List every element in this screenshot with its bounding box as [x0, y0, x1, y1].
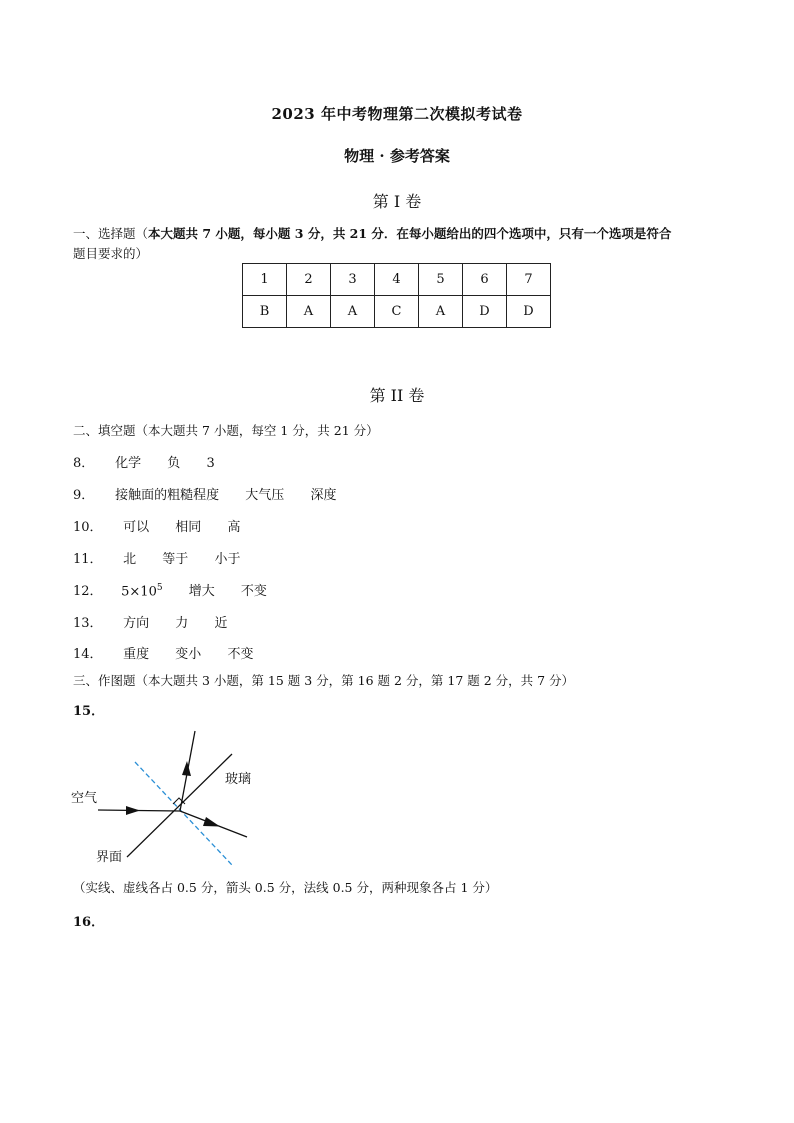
- table-cell: 1: [243, 264, 287, 296]
- section-3-heading: 三、作图题（本大题共 3 小题，第 15 题 3 分，第 16 题 2 分，第 17 题 2 分，共 7 分）: [73, 673, 575, 688]
- reflected-arrow: [182, 761, 191, 776]
- answer: 深度: [310, 488, 337, 503]
- table-row-numbers: [243, 264, 551, 296]
- answer: 北: [123, 552, 137, 567]
- item-number: 12．: [73, 584, 103, 599]
- answer: 大气压: [245, 488, 285, 503]
- answer: 相同: [175, 520, 202, 535]
- table-cell: A: [331, 296, 375, 328]
- question-16-number: 16．: [73, 915, 105, 930]
- answer: 化学: [115, 456, 142, 471]
- item-number: 13．: [73, 616, 103, 631]
- answer: 等于: [162, 552, 189, 567]
- answer: 不变: [240, 584, 267, 599]
- table-cell: 3: [331, 264, 375, 296]
- choice-answer-table: [242, 263, 551, 328]
- item-number: 8．: [73, 456, 95, 471]
- exponent: 5: [156, 582, 163, 593]
- question-15-number: 15．: [73, 704, 105, 719]
- answer: 力: [175, 616, 189, 631]
- incident-arrow: [126, 806, 140, 815]
- table-cell: 5: [419, 264, 463, 296]
- answer: 方向: [123, 616, 150, 631]
- item-number: 11．: [73, 552, 103, 567]
- answer: 3: [206, 456, 215, 471]
- normal-line: [135, 762, 232, 865]
- table-cell: 6: [463, 264, 507, 296]
- answer: 接触面的粗糙程度: [115, 488, 220, 503]
- answer: 可以: [123, 520, 150, 535]
- section-1-heading-line2: 题目要求的）: [73, 246, 149, 261]
- list-item: [73, 548, 262, 567]
- answer: 变小: [175, 647, 202, 662]
- volume-2-heading: 第 II 卷: [369, 386, 425, 405]
- item-number: 14．: [73, 647, 103, 662]
- section-1-prefix: 一、选择题（: [73, 226, 149, 241]
- list-item: [73, 516, 262, 535]
- list-item: [73, 643, 275, 662]
- label-glass: 玻璃: [225, 772, 252, 787]
- table-cell: D: [507, 296, 551, 328]
- label-interface: 界面: [96, 850, 123, 865]
- answer: 负: [167, 456, 181, 471]
- refracted-arrow: [203, 817, 220, 827]
- item-number: 9．: [73, 488, 95, 503]
- table-cell: D: [463, 296, 507, 328]
- table-cell: C: [375, 296, 419, 328]
- label-air: 空气: [71, 791, 98, 806]
- answer-with-power: [121, 583, 162, 599]
- table-row-answers: [243, 296, 551, 328]
- page-subtitle: 物理 · 参考答案: [344, 147, 450, 165]
- answer: 增大: [188, 584, 215, 599]
- item-number: 10．: [73, 520, 103, 535]
- answer-base: 5×10: [121, 584, 157, 599]
- volume-1-heading: 第 I 卷: [372, 192, 422, 211]
- table-cell: A: [287, 296, 331, 328]
- page-title: 2023 年中考物理第二次模拟考试卷: [271, 105, 523, 123]
- scoring-note: （实线、虚线各占 0.5 分，箭头 0.5 分，法线 0.5 分，两种现象各占 1 分）: [73, 880, 498, 895]
- list-item: [73, 484, 358, 503]
- table-cell: 4: [375, 264, 419, 296]
- list-item: [73, 612, 249, 631]
- answer: 不变: [227, 647, 254, 662]
- section-2-heading: 二、填空题（本大题共 7 小题，每空 1 分，共 21 分）: [73, 423, 379, 438]
- answer: 高: [227, 520, 241, 535]
- table-cell: B: [243, 296, 287, 328]
- table-cell: 2: [287, 264, 331, 296]
- answer: 重度: [123, 647, 150, 662]
- answer: 小于: [214, 552, 241, 567]
- list-item: [73, 580, 289, 599]
- list-item: [73, 452, 237, 471]
- section-1-bold-text: 本大题共 7 小题，每小题 3 分，共 21 分．在每小题给出的四个选项中，只有一个选项是符合: [148, 226, 672, 241]
- table-cell: A: [419, 296, 463, 328]
- table-cell: 7: [507, 264, 551, 296]
- section-1-heading: [73, 224, 671, 242]
- answer: 近: [214, 616, 228, 631]
